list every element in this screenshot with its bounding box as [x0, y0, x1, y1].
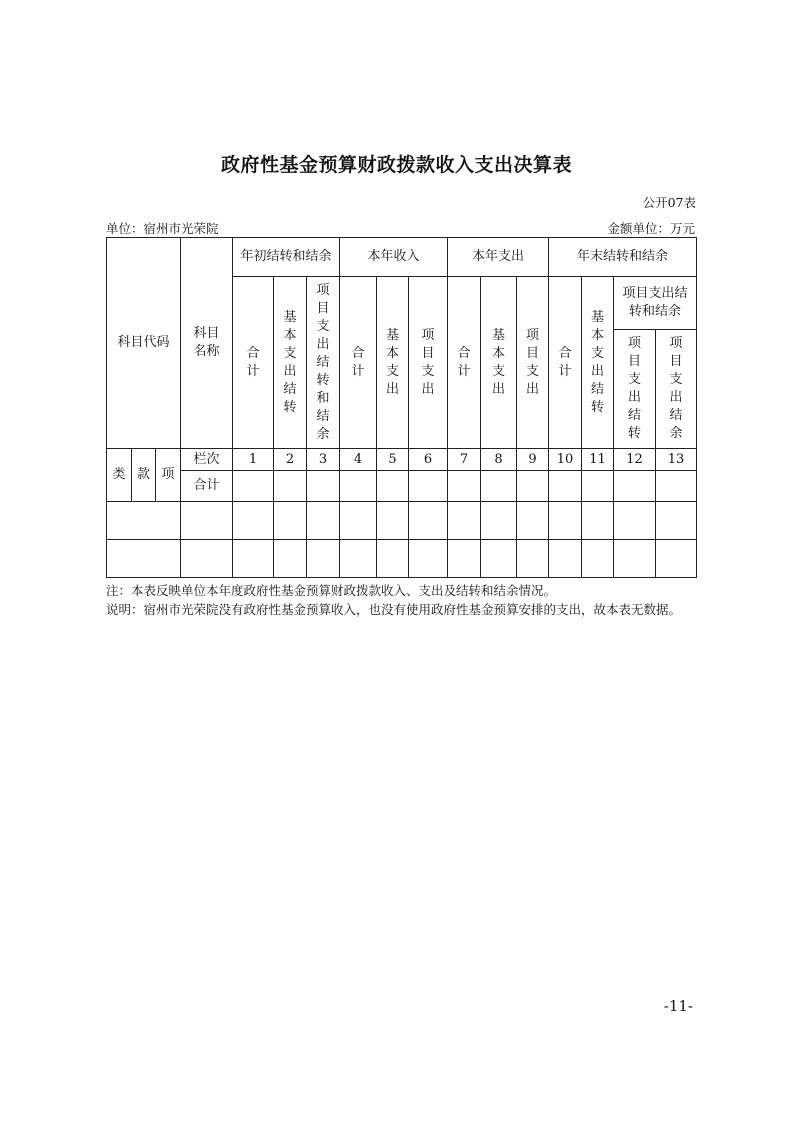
- table-cell: [377, 502, 409, 540]
- expense-header: 本年支出: [448, 238, 549, 277]
- table-cell: [582, 540, 614, 578]
- expense-project-header: 项目支出: [517, 277, 549, 449]
- end-total-header: 合计: [549, 277, 582, 449]
- table-note: 注：本表反映单位本年度政府性基金预算财政拨款收入、支出及结转和结余情况。: [106, 583, 557, 598]
- table-cell: [307, 471, 340, 502]
- begin-carry-header: 年初结转和结余: [233, 238, 340, 277]
- column-number: 12: [614, 449, 656, 471]
- table-cell: [274, 540, 307, 578]
- table-cell: [582, 502, 614, 540]
- table-cell: [409, 540, 448, 578]
- table-cell: [517, 540, 549, 578]
- column-number: 4: [340, 449, 377, 471]
- table-cell: [481, 471, 517, 502]
- table-cell: [656, 471, 697, 502]
- column-number: 1: [233, 449, 274, 471]
- begin-total-header: 合计: [233, 277, 274, 449]
- table-cell: [233, 471, 274, 502]
- income-total-header: 合计: [340, 277, 377, 449]
- table-cell: [340, 540, 377, 578]
- form-code: 公开07表: [642, 195, 696, 210]
- begin-project-carry-header: 项目支出结转和结余: [307, 277, 340, 449]
- column-number: 11: [582, 449, 614, 471]
- column-number: 10: [549, 449, 582, 471]
- table-cell: [307, 502, 340, 540]
- expense-total-header: 合计: [448, 277, 481, 449]
- unit-label: 单位：宿州市光荣院: [106, 221, 219, 236]
- table-cell: [517, 502, 549, 540]
- table-cell: [274, 471, 307, 502]
- column-index-label: 栏次: [181, 449, 233, 471]
- column-number: 8: [481, 449, 517, 471]
- income-project-header: 项目支出: [409, 277, 448, 449]
- table-cell: [181, 540, 233, 578]
- table-cell: [274, 502, 307, 540]
- lei-header: 类: [107, 449, 132, 502]
- column-number: 13: [656, 449, 697, 471]
- subject-code-header: 科目代码: [107, 238, 181, 449]
- income-header: 本年收入: [340, 238, 448, 277]
- expense-basic-header: 基本支出: [481, 277, 517, 449]
- table-cell: [549, 540, 582, 578]
- table-cell: [614, 540, 656, 578]
- begin-basic-carry-header: 基本支出结转: [274, 277, 307, 449]
- table-cell: [409, 471, 448, 502]
- table-cell: [233, 502, 274, 540]
- amount-unit-label: 金额单位：万元: [607, 221, 695, 236]
- table-cell: [340, 471, 377, 502]
- table-row: [107, 502, 697, 540]
- table-cell: [448, 471, 481, 502]
- table-cell: [377, 540, 409, 578]
- end-basic-carry-header: 基本支出结转: [582, 277, 614, 449]
- table-cell: [614, 471, 656, 502]
- page-title: 政府性基金预算财政拨款收入支出决算表: [220, 154, 572, 176]
- end-project-balance-header: 项目支出结余: [656, 330, 697, 449]
- subject-name-header: 科目名称: [181, 238, 233, 449]
- table-cell: [448, 502, 481, 540]
- page-number: -11-: [663, 997, 693, 1015]
- table-cell: [233, 540, 274, 578]
- table-cell: [107, 502, 181, 540]
- column-number: 5: [377, 449, 409, 471]
- column-number: 2: [274, 449, 307, 471]
- column-number: 6: [409, 449, 448, 471]
- table-cell: [549, 502, 582, 540]
- table-cell: [448, 540, 481, 578]
- income-basic-header: 基本支出: [377, 277, 409, 449]
- table-cell: [481, 502, 517, 540]
- table-cell: [656, 540, 697, 578]
- table-explanation: 说明：宿州市光荣院没有政府性基金预算收入，也没有使用政府性基金预算安排的支出，故本表无数据。: [106, 602, 682, 617]
- table-cell: [481, 540, 517, 578]
- table-cell: [107, 540, 181, 578]
- table-cell: [409, 502, 448, 540]
- kuan-header: 款: [132, 449, 156, 502]
- table-cell: [549, 471, 582, 502]
- table-cell: [517, 471, 549, 502]
- table-cell: [307, 540, 340, 578]
- table-cell: [582, 471, 614, 502]
- column-number: 9: [517, 449, 549, 471]
- table-cell: [377, 471, 409, 502]
- column-number: 3: [307, 449, 340, 471]
- table-cell: [656, 502, 697, 540]
- xiang-header: 项: [156, 449, 181, 502]
- total-row-label: 合计: [181, 471, 233, 502]
- fund-budget-table: [106, 237, 697, 578]
- table-row: [107, 540, 697, 578]
- end-carry-header: 年末结转和结余: [549, 238, 697, 277]
- table-cell: [181, 502, 233, 540]
- table-cell: [340, 502, 377, 540]
- end-project-carry-balance-header: 项目支出结转和结余: [614, 277, 697, 330]
- end-project-carry-header: 项目支出结转: [614, 330, 656, 449]
- table-cell: [614, 502, 656, 540]
- column-number: 7: [448, 449, 481, 471]
